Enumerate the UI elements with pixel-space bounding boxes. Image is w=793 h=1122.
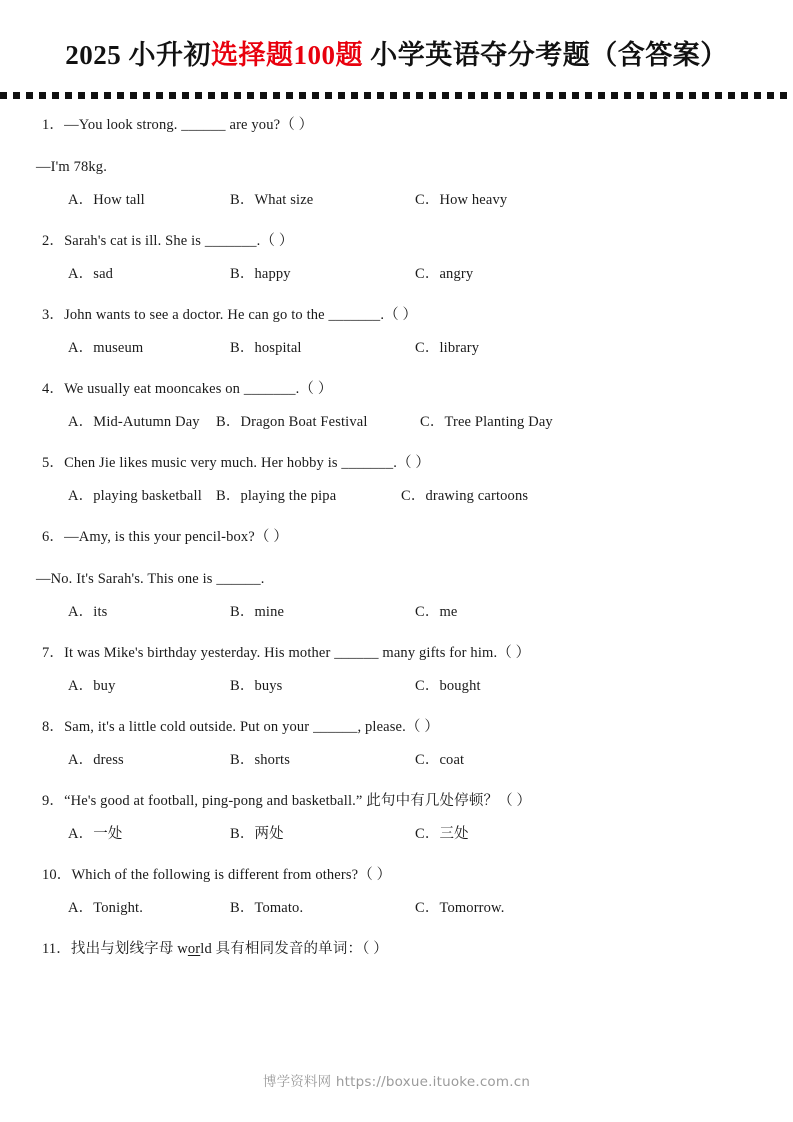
dashed-divider [0,92,793,99]
option-b[interactable]: B．Tomato. [230,900,304,916]
question-number: 3． [42,307,65,323]
question-text: We usually eat mooncakes on _______.（ ） [64,381,333,397]
option-a[interactable]: A．Mid-Autumn Day [68,414,200,430]
option-a[interactable]: A．museum [68,340,144,356]
option-row [0,900,793,925]
question-number: 6． [42,529,65,545]
option-c[interactable]: C．Tomorrow. [415,900,505,916]
question-stem [0,645,793,670]
question-stem [0,941,793,966]
question-number: 5． [42,455,65,471]
option-c[interactable]: C．三处 [415,826,469,842]
question-continuation: —I'm 78kg. [36,159,107,175]
question-continuation: —No. It's Sarah's. This one is ______. [36,571,265,587]
question-text: Which of the following is different from others?（ ） [71,867,392,883]
option-a[interactable]: A．How tall [68,192,145,208]
option-a[interactable]: A．its [68,604,108,620]
question-number: 8． [42,719,65,735]
title-suffix: 小学英语夺分考题（含答案） [363,40,728,70]
option-b[interactable]: B．Dragon Boat Festival [216,414,368,430]
option-b[interactable]: B．hospital [230,340,302,356]
option-row [0,488,793,513]
footer-site-name: 博学资料网 [262,1074,332,1090]
question-stem [0,529,793,554]
option-row [0,266,793,291]
option-row [0,678,793,703]
question-stem [0,719,793,744]
question-text: “He's good at football, ping-pong and basketball.” 此句中有几处停顿？（ ） [64,793,532,809]
option-row [0,340,793,365]
option-c[interactable]: C．drawing cartoons [401,488,529,504]
question-text: Sam, it's a little cold outside. Put on your ______, please.（ ） [64,719,439,735]
question-text: —Amy, is this your pencil-box?（ ） [64,529,288,545]
option-c[interactable]: C．library [415,340,480,356]
option-row [0,752,793,777]
option-b[interactable]: B．happy [230,266,291,282]
question-stem [0,381,793,406]
question-stem [0,117,793,142]
question-number: 1． [42,117,65,133]
option-a[interactable]: A．dress [68,752,124,768]
question-number: 4． [42,381,65,397]
option-b[interactable]: B．buys [230,678,283,694]
option-a[interactable]: A．buy [68,678,116,694]
footer-url: https://boxue.ituoke.com.cn [335,1074,531,1090]
question-text: It was Mike's birthday yesterday. His mother ______ many gifts for him.（ ） [64,645,531,661]
question-number: 7． [42,645,65,661]
question-text: —You look strong. ______ are you?（ ） [64,117,314,133]
question-text: Chen Jie likes music very much. Her hobby is _______.（ ） [64,455,431,471]
option-b[interactable]: B．shorts [230,752,291,768]
question-text: John wants to see a doctor. He can go to the _______.（ ） [64,307,418,323]
option-c[interactable]: C．angry [415,266,474,282]
option-b[interactable]: B．What size [230,192,314,208]
question-text-suffix: ld 具有相同发音的单词：（ ） [200,941,388,957]
option-b[interactable]: B．两处 [230,826,284,842]
option-c[interactable]: C．Tree Planting Day [420,414,553,430]
option-row [0,826,793,851]
option-a[interactable]: A．一处 [68,826,123,842]
option-b[interactable]: B．mine [230,604,285,620]
question-number: 9． [42,793,65,809]
option-c[interactable]: C．How heavy [415,192,508,208]
question-stem [0,307,793,332]
option-a[interactable]: A．playing basketball [68,488,202,504]
option-b[interactable]: B．playing the pipa [216,488,337,504]
question-number: 10． [42,867,72,883]
question-stem [0,455,793,480]
page-title [0,38,793,72]
option-c[interactable]: C．coat [415,752,465,768]
title-prefix: 2025 小升初 [65,40,211,70]
footer-watermark [0,1070,793,1090]
question-text: Sarah's cat is ill. She is _______.（ ） [64,233,294,249]
question-stem [0,793,793,818]
question-list [0,117,793,966]
option-a[interactable]: A．sad [68,266,114,282]
underlined-letters: or [187,941,201,957]
question-stem [0,233,793,258]
title-highlight: 选择题100题 [211,40,363,70]
option-row [0,604,793,629]
option-c[interactable]: C．bought [415,678,481,694]
option-row [0,414,793,439]
question-number: 11． [42,941,71,957]
question-number: 2． [42,233,65,249]
option-c[interactable]: C．me [415,604,458,620]
option-a[interactable]: A．Tonight. [68,900,143,916]
option-row [0,192,793,217]
question-text-prefix: 找出与划线字母 w [70,941,188,957]
question-stem [0,867,793,892]
